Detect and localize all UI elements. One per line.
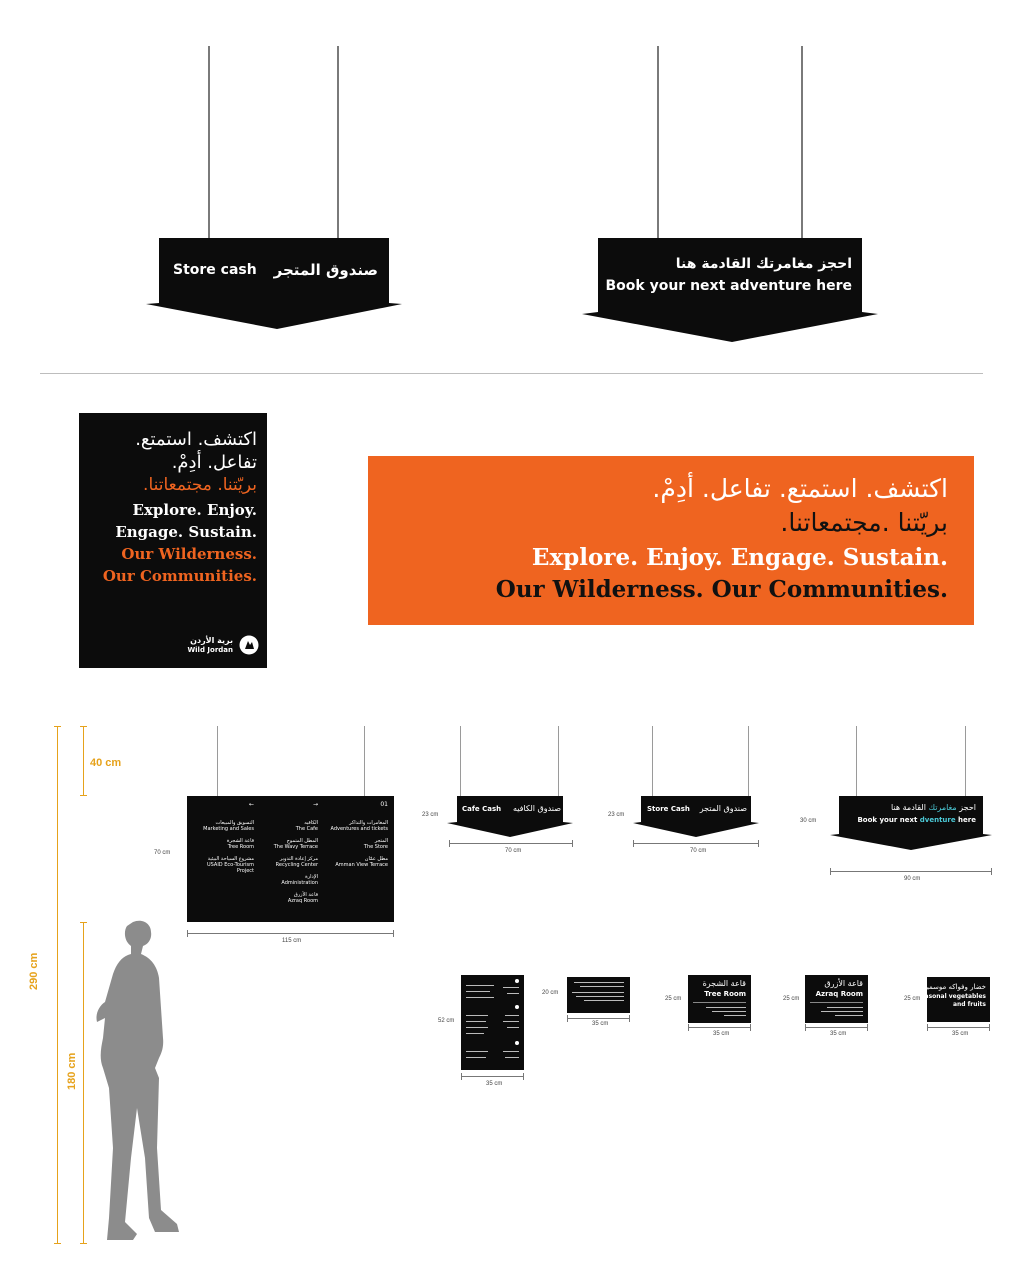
book-small-english	[857, 816, 976, 824]
text-line	[466, 1033, 484, 1034]
book-english-suffix: here	[955, 816, 976, 824]
poster-en-line3: Our Wilderness.	[121, 545, 257, 563]
text-line	[466, 991, 490, 992]
rod	[657, 46, 659, 240]
directory-item-ar: مطل عمّان	[364, 856, 388, 862]
book-arabic-prefix: احجز	[956, 803, 976, 812]
tree-plaque-height-label: 25 cm	[665, 996, 682, 1002]
directory-item-ar: المتجر	[374, 838, 388, 844]
store-height-label: 23 cm	[608, 812, 625, 818]
spacer	[326, 808, 388, 820]
cafe-width-dimension	[449, 843, 573, 844]
directory-item-ar: التسويق والمبيعات	[215, 820, 254, 826]
store-cash-hanging-sign	[146, 238, 404, 330]
banner-en-line1: Explore. Enjoy. Engage. Sustain.	[531, 544, 948, 571]
directory-item-ar: الكافيه	[304, 820, 318, 826]
veg-english-line1: Seasonal vegetables	[916, 993, 986, 1000]
person-height-dimension	[83, 922, 84, 1244]
wide-plaque-height-label: 20 cm	[542, 990, 559, 996]
rod-length-label: 40 cm	[90, 757, 122, 769]
text-line	[505, 1015, 519, 1016]
banner-en-line2: Our Wilderness. Our Communities.	[495, 576, 948, 603]
directory-item-ar: الإدارة	[305, 874, 318, 880]
number-icon	[515, 1041, 519, 1045]
store-cash-english: Store cash	[173, 262, 257, 278]
vertical-poster	[79, 413, 267, 668]
arrow-down-icon	[447, 796, 573, 838]
seasonal-vegetables-plaque	[916, 977, 990, 1022]
text-line	[503, 987, 519, 988]
rod	[558, 726, 559, 796]
book-small-arabic	[891, 803, 976, 812]
store-cash-small-sign	[633, 796, 759, 838]
text-line	[503, 1021, 519, 1022]
cafe-width-label: 70 cm	[505, 848, 522, 854]
store-width-label: 70 cm	[690, 848, 707, 854]
poster-en-line2: Engage. Sustain.	[115, 523, 257, 541]
veg-english-line2: and fruits	[952, 1001, 986, 1008]
book-adventure-arabic: احجز مغامرتك القادمة هنا	[675, 256, 852, 272]
poster-arabic-line3: بريّتنا. مجتمعاتنا.	[143, 475, 257, 495]
store-width-dimension	[633, 843, 759, 844]
book-adventure-hanging-sign	[582, 238, 880, 344]
veg-plaque-width-label: 35 cm	[952, 1031, 969, 1037]
text-line	[507, 1027, 519, 1028]
azraq-room-arabic: قاعة الأزرق	[824, 979, 863, 988]
veg-plaque-height-label: 25 cm	[904, 996, 921, 1002]
rod	[337, 46, 339, 240]
rod	[748, 726, 749, 796]
arrow-down-icon	[633, 796, 759, 838]
vertical-plaque-width-label: 35 cm	[486, 1081, 503, 1087]
text-line	[466, 1027, 488, 1028]
poster-arabic-line1: اكتشف. استمتع.	[135, 429, 257, 450]
text-line	[706, 1007, 746, 1008]
text-line	[503, 1051, 519, 1052]
store-cash-arabic: صندوق المتجر	[273, 261, 378, 279]
book-arabic-highlight: مغامرتك	[928, 803, 957, 812]
book-width-dimension	[830, 871, 992, 872]
book-english-highlight: dventure	[919, 816, 956, 824]
column-number: →	[312, 801, 318, 808]
book-width-label: 90 cm	[904, 876, 921, 882]
text-line	[712, 1011, 746, 1012]
directory-item-en: Azraq Room	[287, 898, 318, 904]
number-icon	[515, 1005, 519, 1009]
vertical-directory-plaque	[461, 975, 524, 1070]
cafe-cash-english: Cafe Cash	[462, 805, 502, 813]
directory-item-ar: مركز إعادة التدوير	[279, 856, 318, 862]
wild-jordan-logo	[179, 635, 259, 657]
directory-width-label: 115 cm	[282, 938, 302, 944]
number-icon	[515, 979, 519, 983]
directory-item-ar: مشروع السياحة البيئية	[207, 856, 254, 862]
book-adventure-english: Book your next adventure here	[605, 278, 852, 294]
banner-arabic-line1: اكتشف. استمتع. تفاعل. أدِمْ.	[652, 474, 948, 503]
directory-column-3	[190, 802, 254, 874]
book-english-prefix: Book your next	[857, 816, 920, 824]
text-line	[821, 1011, 863, 1012]
directory-height-label: 70 cm	[154, 850, 171, 856]
azraq-plaque-height-label: 25 cm	[783, 996, 800, 1002]
logo-english: Wild Jordan	[187, 646, 233, 654]
directory-item-en: The Wavy Terrace	[273, 844, 318, 850]
text-line	[580, 986, 624, 987]
text-line	[466, 997, 494, 998]
directory-item-ar: قاعة الأزرق	[293, 892, 318, 898]
banner-arabic-line2: بريّتنا .مجتمعاتنا.	[780, 508, 948, 537]
azraq-room-plaque	[805, 975, 868, 1023]
text-line	[466, 1051, 488, 1052]
directory-item-en: Adventures and tickets	[330, 826, 388, 832]
directory-column-1	[326, 802, 388, 868]
azraq-plaque-width-label: 35 cm	[830, 1031, 847, 1037]
text-line	[724, 1015, 746, 1016]
total-height-label: 290 cm	[28, 952, 40, 990]
arrow-down-icon	[146, 238, 404, 330]
wide-plaque-width-dimension	[567, 1018, 630, 1019]
book-adventure-small-sign	[830, 796, 992, 852]
column-number: ←	[248, 801, 254, 808]
tree-room-arabic: قاعة الشجرة	[702, 979, 746, 988]
veg-arabic: خضار وفواكه موسمية	[923, 983, 986, 991]
cafe-cash-arabic: صندوق الكافيه	[512, 804, 561, 813]
text-line	[507, 993, 519, 994]
directory-item-ar: المغامرات والتذاكر	[349, 820, 388, 826]
wide-text-plaque	[567, 977, 630, 1013]
text-line	[827, 1007, 863, 1008]
directory-item-en: USAID Eco-Tourism Project	[206, 862, 254, 874]
rod-length-dimension	[83, 726, 84, 796]
tree-room-english: Tree Room	[704, 990, 746, 998]
text-line	[505, 1057, 519, 1058]
text-line	[572, 992, 624, 993]
directory-item-en: Tree Room	[227, 844, 254, 850]
poster-en-line4: Our Communities.	[102, 567, 257, 585]
book-arabic-suffix: القادمة هنا	[891, 803, 929, 812]
rod	[217, 726, 218, 796]
wide-plaque-width-label: 35 cm	[592, 1021, 609, 1027]
logo-arabic: برية الأردن	[190, 636, 233, 645]
person-height-label: 180 cm	[66, 1052, 78, 1090]
divider	[810, 1002, 863, 1003]
directory-sign	[187, 796, 394, 922]
text-line	[576, 996, 624, 997]
directory-item-en: Administration	[281, 880, 318, 886]
veg-plaque-width-dimension	[927, 1027, 990, 1028]
directory-item-en: Amman View Terrace	[335, 862, 388, 868]
tree-plaque-width-label: 35 cm	[713, 1031, 730, 1037]
directory-item-en: The Cafe	[295, 826, 318, 832]
text-line	[835, 1015, 863, 1016]
divider	[693, 1002, 746, 1003]
text-line	[466, 1021, 486, 1022]
text-line	[466, 1015, 488, 1016]
column-number: 01	[380, 801, 388, 808]
person-silhouette-icon	[93, 918, 183, 1248]
directory-item-ar: قاعة الشجرة	[226, 838, 254, 844]
vertical-plaque-height-label: 52 cm	[438, 1018, 455, 1024]
store-cash-small-arabic: صندوق المتجر	[699, 804, 747, 813]
tree-plaque-width-dimension	[688, 1027, 751, 1028]
cafe-height-label: 23 cm	[422, 812, 439, 818]
rod	[208, 46, 210, 240]
directory-column-2	[260, 802, 318, 904]
rod	[965, 726, 966, 796]
rod	[801, 46, 803, 240]
text-line	[574, 982, 624, 983]
cafe-cash-small-sign	[447, 796, 573, 838]
directory-item-en: Recycling Center	[275, 862, 318, 868]
poster-arabic-line2: تفاعل. أدِمْ.	[171, 452, 257, 473]
directory-item-ar: المطل المتموج	[286, 838, 318, 844]
directory-item-en: Marketing and Sales	[203, 826, 254, 832]
azraq-plaque-width-dimension	[805, 1027, 868, 1028]
total-height-dimension	[57, 726, 58, 1244]
poster-en-line1: Explore. Enjoy.	[132, 501, 257, 519]
text-line	[466, 985, 494, 986]
vertical-plaque-width-dimension	[461, 1076, 524, 1077]
rod	[652, 726, 653, 796]
divider	[40, 373, 983, 374]
book-height-label: 30 cm	[800, 818, 817, 824]
wild-jordan-logo-icon	[239, 635, 259, 655]
store-cash-small-english: Store Cash	[647, 805, 690, 813]
directory-item-en: The Store	[363, 844, 388, 850]
directory-width-dimension	[187, 933, 394, 934]
rod	[856, 726, 857, 796]
text-line	[466, 1057, 486, 1058]
tree-room-plaque	[688, 975, 751, 1023]
rod	[364, 726, 365, 796]
rod	[460, 726, 461, 796]
orange-banner	[368, 456, 974, 625]
text-line	[584, 1000, 624, 1001]
azraq-room-english: Azraq Room	[815, 990, 863, 998]
